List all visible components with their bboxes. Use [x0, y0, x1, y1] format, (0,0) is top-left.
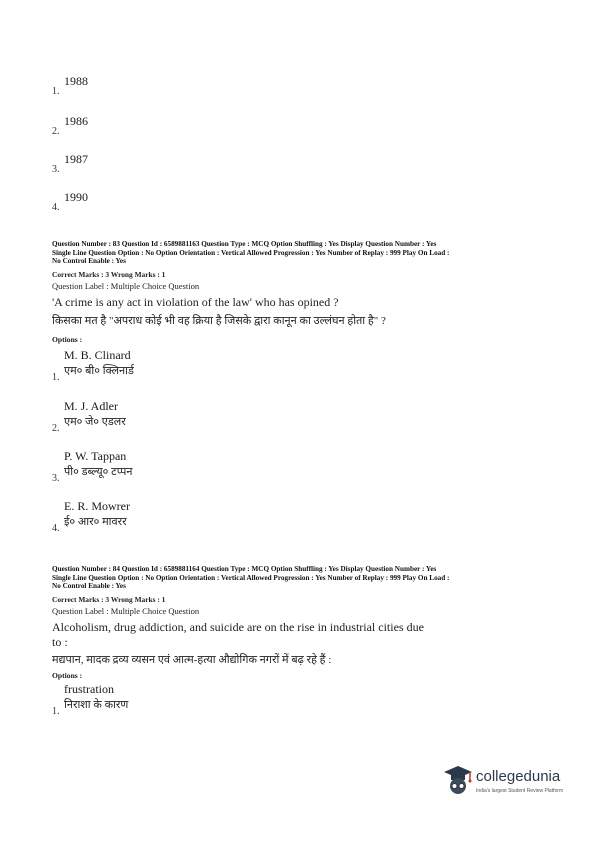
- question-84-meta: [52, 565, 547, 591]
- question-84-text-en-line1: Alcoholism, drug addiction, and suicide are on the rise in industrial cities due: [52, 620, 424, 634]
- option-text: 1987: [64, 152, 88, 166]
- option-text-hi: एम० जे० एडलर: [64, 416, 126, 428]
- option-number: 1.: [52, 706, 60, 717]
- option-number: 4.: [52, 202, 60, 213]
- meta-line: Question Number : 84 Question Id : 6589881164 Question Type : MCQ Option Shuffling : Yes Display Question Number : Yes: [52, 565, 437, 573]
- option-text: 1988: [64, 74, 88, 88]
- question-83-options-label: Options :: [52, 335, 83, 344]
- question-84-text-hi: मद्यपान, मादक द्रव्य व्यसन एवं आत्म-हत्या औद्योगिक नगरों में बढ़ रहे हैं :: [52, 654, 332, 666]
- option-text-en: M. J. Adler: [64, 399, 118, 413]
- question-83-text-en: 'A crime is any act in violation of the law' who has opined ?: [52, 295, 339, 309]
- option-number: 4.: [52, 523, 60, 534]
- logo-wordmark: collegedunia: [476, 768, 561, 785]
- meta-line: Single Line Question Option : No Option Orientation : Vertical Allowed Progression : Yes Number of Replay : 999 Play On Load :: [52, 573, 450, 582]
- meta-line: No Control Enable : Yes: [52, 257, 126, 266]
- question-83-marks: Correct Marks : 3 Wrong Marks : 1: [52, 270, 166, 279]
- question-83-meta: [52, 240, 547, 266]
- logo-tagline: India's largest Student Review Platform: [476, 788, 564, 794]
- option-text-en: P. W. Tappan: [64, 449, 127, 463]
- option-number: 2.: [52, 423, 60, 434]
- option-number: 1.: [52, 86, 60, 97]
- option-text: 1986: [64, 114, 88, 128]
- question-84-label: Question Label : Multiple Choice Question: [52, 606, 200, 616]
- question-84-text-en-line2: to :: [52, 635, 68, 649]
- meta-line: Question Number : 83 Question Id : 6589881163 Question Type : MCQ Option Shuffling : Yes Display Question Number : Yes: [52, 240, 437, 248]
- option-number: 1.: [52, 372, 60, 383]
- option-number: 2.: [52, 126, 60, 137]
- meta-line: Single Line Question Option : No Option Orientation : Vertical Allowed Progression : Yes Number of Replay : 999 Play On Load :: [52, 248, 450, 257]
- question-83-label: Question Label : Multiple Choice Question: [52, 281, 200, 291]
- question-84-marks: Correct Marks : 3 Wrong Marks : 1: [52, 595, 166, 604]
- option-text-en: frustration: [64, 682, 114, 696]
- option-text-hi: ई० आर० मावरर: [64, 516, 127, 528]
- option-number: 3.: [52, 164, 60, 175]
- option-text-hi: निराशा के कारण: [64, 699, 129, 711]
- collegedunia-logo: [442, 762, 582, 806]
- option-text-en: E. R. Mowrer: [64, 499, 130, 513]
- graduate-cap-icon: [442, 762, 474, 802]
- option-number: 3.: [52, 473, 60, 484]
- option-text-hi: एम० बी० क्लिनार्ड: [64, 365, 134, 377]
- meta-line: No Control Enable : Yes: [52, 582, 126, 591]
- option-text-hi: पी० डब्ल्यू० टप्पन: [64, 466, 133, 478]
- question-84-options-label: Options :: [52, 671, 83, 680]
- option-text-en: M. B. Clinard: [64, 348, 131, 362]
- option-text: 1990: [64, 190, 88, 204]
- question-83-text-hi: किसका मत है "अपराध कोई भी वह क्रिया है जिसके द्वारा कानून का उल्लंघन होता है" ?: [52, 315, 386, 327]
